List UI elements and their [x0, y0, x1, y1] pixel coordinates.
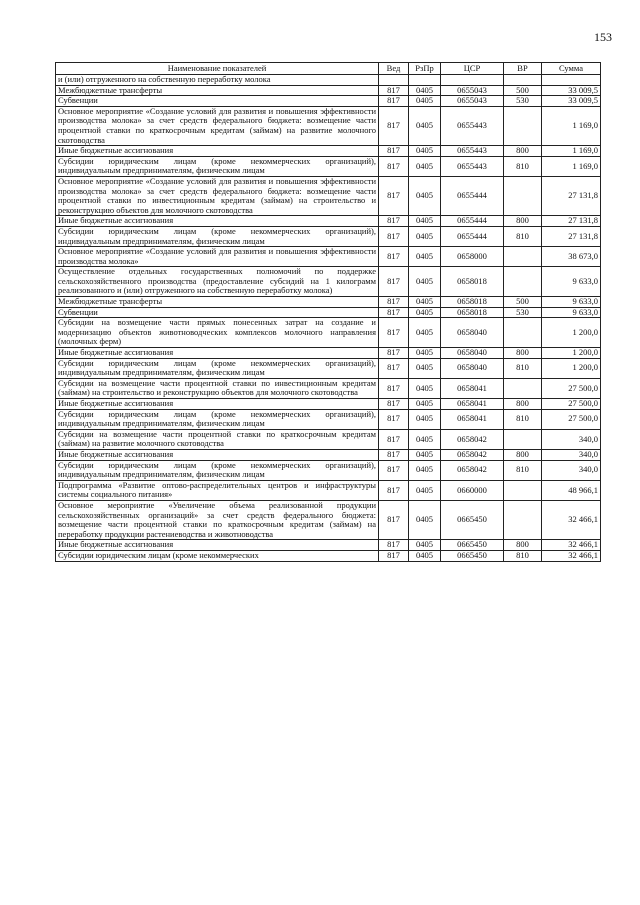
cell-csr: 0655443 [441, 156, 504, 176]
cell-vr [504, 247, 542, 267]
cell-vr: 810 [504, 358, 542, 378]
cell-name: Субсидии юридическим лицам (кроме некоммерческих организаций), индивидуальным предпринимателям, физическим лицам [56, 409, 379, 429]
cell-sum: 33 009,5 [542, 85, 601, 96]
table-row [56, 460, 601, 480]
cell-name: Иные бюджетные ассигнования [56, 399, 379, 410]
cell-rzpr: 0405 [409, 378, 441, 398]
cell-name: Иные бюджетные ассигнования [56, 216, 379, 227]
cell-rzpr: 0405 [409, 247, 441, 267]
cell-name: Субсидии юридическим лицам (кроме некоммерческих организаций), индивидуальным предпринимателям, физическим лицам [56, 460, 379, 480]
cell-sum: 27 500,0 [542, 378, 601, 398]
cell-ved: 817 [379, 409, 409, 429]
cell-ved: 817 [379, 226, 409, 246]
cell-rzpr: 0405 [409, 449, 441, 460]
cell-csr: 0658018 [441, 307, 504, 318]
cell-ved: 817 [379, 449, 409, 460]
table-row [56, 146, 601, 157]
cell-ved: 817 [379, 307, 409, 318]
cell-sum: 1 169,0 [542, 146, 601, 157]
cell-name: и (или) отгруженного на собственную переработку молока [56, 75, 379, 86]
cell-rzpr: 0405 [409, 409, 441, 429]
cell-sum: 1 200,0 [542, 358, 601, 378]
cell-ved: 817 [379, 216, 409, 227]
cell-name: Субсидии юридическим лицам (кроме некоммерческих организаций), индивидуальным предпринимателям, физическим лицам [56, 156, 379, 176]
table-row [56, 449, 601, 460]
table-row [56, 176, 601, 215]
cell-ved: 817 [379, 106, 409, 145]
cell-sum: 340,0 [542, 460, 601, 480]
table-row [56, 480, 601, 500]
header-csr: ЦСР [441, 63, 504, 75]
cell-rzpr: 0405 [409, 226, 441, 246]
cell-rzpr: 0405 [409, 176, 441, 215]
cell-rzpr: 0405 [409, 297, 441, 308]
cell-name: Основное мероприятие «Создание условий для развития и повышения эффективности производства молока» за счет средств федерального бюджета: возмещение части процентной ставки по краткосрочным кредитам (займам) на развитие молочного скотоводства [56, 106, 379, 145]
cell-name: Субвенции [56, 96, 379, 107]
table-row [56, 85, 601, 96]
cell-csr: 0660000 [441, 480, 504, 500]
cell-name: Иные бюджетные ассигнования [56, 540, 379, 551]
cell-rzpr: 0405 [409, 96, 441, 107]
cell-csr: 0658042 [441, 449, 504, 460]
cell-ved: 817 [379, 550, 409, 561]
cell-rzpr: 0405 [409, 399, 441, 410]
cell-vr [504, 176, 542, 215]
cell-name: Субсидии юридическим лицам (кроме некоммерческих организаций), индивидуальным предпринимателям, физическим лицам [56, 358, 379, 378]
cell-vr [504, 106, 542, 145]
cell-name: Иные бюджетные ассигнования [56, 146, 379, 157]
cell-sum: 27 500,0 [542, 399, 601, 410]
cell-name: Подпрограмма «Развитие оптово-распределительных центров и инфраструктуры системы социального питания» [56, 480, 379, 500]
cell-csr: 0658018 [441, 297, 504, 308]
cell-vr: 800 [504, 216, 542, 227]
cell-csr [441, 75, 504, 86]
cell-sum [542, 75, 601, 86]
table-row [56, 297, 601, 308]
cell-name: Основное мероприятие «Создание условий для развития и повышения эффективности производства молока» за счет средств федерального бюджета: возмещение части процентной ставки по инвестиционным кредитам (займам) на строительство и реконструкцию объектов для молочного скотоводства [56, 176, 379, 215]
cell-csr: 0658000 [441, 247, 504, 267]
cell-csr: 0655043 [441, 96, 504, 107]
cell-sum: 27 131,8 [542, 226, 601, 246]
cell-rzpr: 0405 [409, 550, 441, 561]
cell-rzpr: 0405 [409, 106, 441, 145]
cell-csr: 0658040 [441, 318, 504, 348]
cell-ved: 817 [379, 540, 409, 551]
cell-sum: 38 673,0 [542, 247, 601, 267]
cell-csr: 0658040 [441, 348, 504, 359]
cell-name: Иные бюджетные ассигнования [56, 348, 379, 359]
cell-vr: 500 [504, 85, 542, 96]
cell-sum: 1 169,0 [542, 156, 601, 176]
cell-ved: 817 [379, 247, 409, 267]
table-header-row [56, 63, 601, 75]
cell-sum: 27 500,0 [542, 409, 601, 429]
table-row [56, 348, 601, 359]
cell-rzpr: 0405 [409, 85, 441, 96]
page-number: 153 [594, 30, 612, 44]
cell-sum: 33 009,5 [542, 96, 601, 107]
cell-ved: 817 [379, 480, 409, 500]
cell-vr [504, 75, 542, 86]
cell-rzpr: 0405 [409, 146, 441, 157]
table-row [56, 540, 601, 551]
cell-vr [504, 500, 542, 539]
cell-vr: 530 [504, 96, 542, 107]
cell-csr: 0658041 [441, 378, 504, 398]
cell-name: Осуществление отдельных государственных полномочий по поддержке сельскохозяйственного производства (предоставление субсидий на 1 килограмм реализованного и (или) отгруженного на собственную переработку молока) [56, 267, 379, 297]
table-row [56, 358, 601, 378]
table-body [56, 75, 601, 562]
cell-csr: 0658018 [441, 267, 504, 297]
cell-csr: 0655444 [441, 176, 504, 215]
cell-rzpr: 0405 [409, 358, 441, 378]
cell-vr: 810 [504, 550, 542, 561]
cell-name: Субсидии на возмещение части прямых понесенных затрат на создание и модернизацию объектов животноводческих комплексов молочного направления (молочных ферм) [56, 318, 379, 348]
cell-sum: 340,0 [542, 449, 601, 460]
cell-name: Субсидии на возмещение части процентной ставки по краткосрочным кредитам (займам) на развитие молочного скотоводства [56, 429, 379, 449]
table-row [56, 409, 601, 429]
cell-vr: 800 [504, 399, 542, 410]
cell-sum: 48 966,1 [542, 480, 601, 500]
table-row [56, 399, 601, 410]
table-row [56, 318, 601, 348]
cell-sum: 32 466,1 [542, 500, 601, 539]
cell-rzpr: 0405 [409, 429, 441, 449]
cell-vr: 810 [504, 409, 542, 429]
cell-csr: 0658042 [441, 460, 504, 480]
cell-csr: 0658040 [441, 358, 504, 378]
cell-ved: 817 [379, 460, 409, 480]
cell-name: Межбюджетные трансферты [56, 85, 379, 96]
cell-sum: 340,0 [542, 429, 601, 449]
cell-ved: 817 [379, 429, 409, 449]
cell-ved: 817 [379, 318, 409, 348]
cell-rzpr: 0405 [409, 307, 441, 318]
table-row [56, 216, 601, 227]
cell-sum: 27 131,8 [542, 176, 601, 215]
cell-vr [504, 378, 542, 398]
cell-name: Основное мероприятие «Увеличение объема реализованной продукции сельскохозяйственных организаций» за счет средств федерального бюджета: возмещение части процентной ставки по краткосрочным кредитам (займам) на переработку продукции растениеводства и животноводства [56, 500, 379, 539]
cell-rzpr: 0405 [409, 267, 441, 297]
cell-vr: 500 [504, 297, 542, 308]
cell-csr: 0655043 [441, 85, 504, 96]
cell-ved: 817 [379, 267, 409, 297]
cell-ved: 817 [379, 348, 409, 359]
table-row [56, 96, 601, 107]
table-row [56, 156, 601, 176]
table-row [56, 378, 601, 398]
table-row [56, 75, 601, 86]
cell-vr: 810 [504, 226, 542, 246]
cell-sum: 1 200,0 [542, 318, 601, 348]
cell-rzpr: 0405 [409, 216, 441, 227]
cell-rzpr: 0405 [409, 348, 441, 359]
table-row [56, 307, 601, 318]
table-row [56, 500, 601, 539]
cell-sum: 32 466,1 [542, 550, 601, 561]
cell-name: Субсидии юридическим лицам (кроме некоммерческих организаций), индивидуальным предпринимателям, физическим лицам [56, 226, 379, 246]
cell-ved: 817 [379, 156, 409, 176]
cell-sum: 27 131,8 [542, 216, 601, 227]
table-row [56, 550, 601, 561]
cell-ved: 817 [379, 378, 409, 398]
cell-vr [504, 318, 542, 348]
cell-vr [504, 480, 542, 500]
cell-csr: 0658041 [441, 409, 504, 429]
cell-sum: 9 633,0 [542, 267, 601, 297]
cell-vr: 800 [504, 449, 542, 460]
cell-ved [379, 75, 409, 86]
header-name: Наименование показателей [56, 63, 379, 75]
cell-rzpr: 0405 [409, 540, 441, 551]
cell-csr: 0665450 [441, 550, 504, 561]
cell-vr: 800 [504, 146, 542, 157]
cell-name: Субсидии юридическим лицам (кроме некоммерческих [56, 550, 379, 561]
cell-sum: 1 200,0 [542, 348, 601, 359]
cell-sum: 9 633,0 [542, 297, 601, 308]
cell-vr [504, 429, 542, 449]
cell-ved: 817 [379, 176, 409, 215]
cell-vr [504, 267, 542, 297]
table-row [56, 429, 601, 449]
cell-ved: 817 [379, 96, 409, 107]
cell-ved: 817 [379, 85, 409, 96]
cell-rzpr: 0405 [409, 318, 441, 348]
cell-csr: 0665450 [441, 540, 504, 551]
cell-sum: 1 169,0 [542, 106, 601, 145]
header-rzpr: РзПр [409, 63, 441, 75]
cell-name: Субсидии на возмещение части процентной ставки по инвестиционным кредитам (займам) на строительство и реконструкцию объектов для молочного скотоводства [56, 378, 379, 398]
cell-name: Субвенции [56, 307, 379, 318]
cell-csr: 0655444 [441, 226, 504, 246]
cell-vr: 810 [504, 460, 542, 480]
cell-csr: 0658042 [441, 429, 504, 449]
cell-vr: 530 [504, 307, 542, 318]
cell-csr: 0658041 [441, 399, 504, 410]
table-row [56, 106, 601, 145]
cell-rzpr: 0405 [409, 480, 441, 500]
cell-vr: 800 [504, 348, 542, 359]
cell-csr: 0655443 [441, 106, 504, 145]
cell-ved: 817 [379, 146, 409, 157]
cell-rzpr: 0405 [409, 460, 441, 480]
cell-vr: 810 [504, 156, 542, 176]
header-sum: Сумма [542, 63, 601, 75]
cell-ved: 817 [379, 500, 409, 539]
cell-vr: 800 [504, 540, 542, 551]
cell-rzpr [409, 75, 441, 86]
cell-rzpr: 0405 [409, 500, 441, 539]
cell-ved: 817 [379, 358, 409, 378]
cell-sum: 32 466,1 [542, 540, 601, 551]
cell-sum: 9 633,0 [542, 307, 601, 318]
table-row [56, 267, 601, 297]
cell-name: Межбюджетные трансферты [56, 297, 379, 308]
cell-name: Иные бюджетные ассигнования [56, 449, 379, 460]
cell-csr: 0655444 [441, 216, 504, 227]
table-row [56, 226, 601, 246]
budget-table [55, 62, 601, 562]
cell-rzpr: 0405 [409, 156, 441, 176]
header-ved: Вед [379, 63, 409, 75]
cell-csr: 0655443 [441, 146, 504, 157]
cell-csr: 0665450 [441, 500, 504, 539]
header-vr: ВР [504, 63, 542, 75]
cell-name: Основное мероприятие «Создание условий для развития и повышения эффективности производства молока» [56, 247, 379, 267]
cell-ved: 817 [379, 399, 409, 410]
table-row [56, 247, 601, 267]
cell-ved: 817 [379, 297, 409, 308]
